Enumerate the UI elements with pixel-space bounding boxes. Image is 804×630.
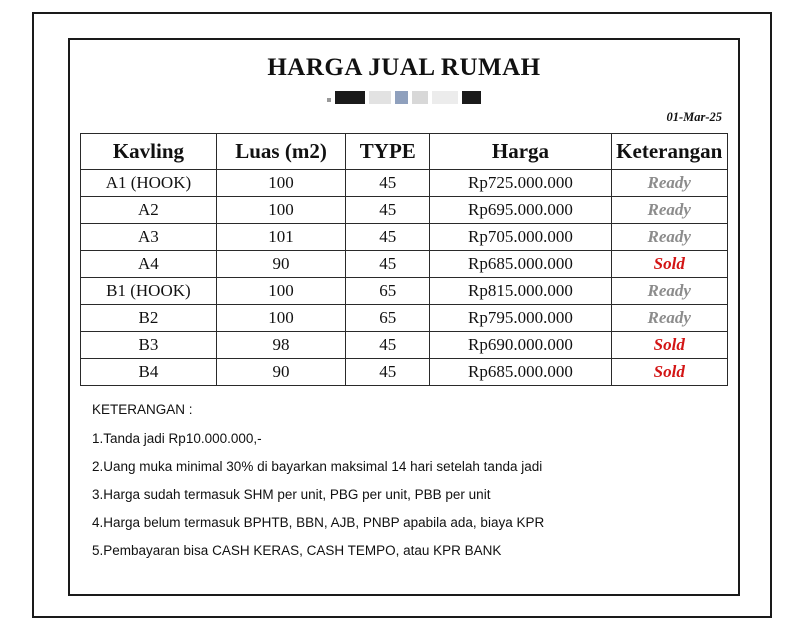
cell-luas: 100 [216,197,345,224]
table-row [81,278,728,305]
table-row [81,197,728,224]
cell-luas: 90 [216,251,345,278]
price-list-card [68,38,740,596]
cell-harga: Rp725.000.000 [430,170,611,197]
cell-harga: Rp690.000.000 [430,332,611,359]
cell-kavling: A1 (HOOK) [81,170,217,197]
note-item: 3.Harga sudah termasuk SHM per unit, PBG per unit, PBB per unit [92,487,491,502]
cell-kavling: A3 [81,224,217,251]
cell-type: 45 [346,251,430,278]
cell-luas: 100 [216,278,345,305]
note-item: 1.Tanda jadi Rp10.000.000,- [92,431,262,446]
note-item: 2.Uang muka minimal 30% di bayarkan maksimal 14 hari setelah tanda jadi [92,459,543,474]
cell-type: 45 [346,224,430,251]
status-badge: Sold [611,251,727,278]
cell-harga: Rp815.000.000 [430,278,611,305]
cell-luas: 100 [216,170,345,197]
cell-type: 65 [346,305,430,332]
column-header-type: TYPE [346,134,430,170]
price-table [80,133,728,386]
redaction-block [327,98,331,102]
cell-luas: 98 [216,332,345,359]
status-badge: Sold [611,332,727,359]
outer-border [32,12,772,618]
cell-luas: 90 [216,359,345,386]
cell-kavling: A2 [81,197,217,224]
cell-type: 45 [346,359,430,386]
notes-section [70,402,738,594]
cell-kavling: B4 [81,359,217,386]
column-header-keterangan: Keterangan [611,134,727,170]
note-item: 4.Harga belum termasuk BPHTB, BBN, AJB, PNBP apabila ada, biaya KPR [92,515,545,530]
cell-kavling: A4 [81,251,217,278]
redaction-block [462,91,481,104]
column-header-luas: Luas (m2) [216,134,345,170]
document-date: 01-Mar-25 [666,110,722,124]
table-row [81,251,728,278]
redaction-block [395,91,408,104]
notes-title: KETERANGAN : [92,402,193,417]
redacted-subtitle [70,90,738,104]
cell-harga: Rp685.000.000 [430,251,611,278]
cell-harga: Rp695.000.000 [430,197,611,224]
cell-type: 45 [346,170,430,197]
cell-kavling: B3 [81,332,217,359]
page-title: HARGA JUAL RUMAH [267,54,541,81]
table-row [81,332,728,359]
table-header-row [81,134,728,170]
cell-type: 65 [346,278,430,305]
note-item: 5.Pembayaran bisa CASH KERAS, CASH TEMPO, atau KPR BANK [92,543,502,558]
redaction-block [369,91,391,104]
cell-kavling: B2 [81,305,217,332]
status-badge: Sold [611,359,727,386]
table-row [81,359,728,386]
redaction-block [335,91,365,104]
status-badge: Ready [611,224,727,251]
status-badge: Ready [611,305,727,332]
table-row [81,224,728,251]
table-row [81,170,728,197]
cell-harga: Rp685.000.000 [430,359,611,386]
cell-luas: 101 [216,224,345,251]
status-badge: Ready [611,197,727,224]
cell-luas: 100 [216,305,345,332]
status-badge: Ready [611,170,727,197]
cell-harga: Rp705.000.000 [430,224,611,251]
redaction-block [412,91,428,104]
table-row [81,305,728,332]
title-block [70,40,738,104]
cell-type: 45 [346,197,430,224]
column-header-kavling: Kavling [81,134,217,170]
redaction-block [432,91,458,104]
status-badge: Ready [611,278,727,305]
cell-type: 45 [346,332,430,359]
cell-kavling: B1 (HOOK) [81,278,217,305]
column-header-harga: Harga [430,134,611,170]
cell-harga: Rp795.000.000 [430,305,611,332]
